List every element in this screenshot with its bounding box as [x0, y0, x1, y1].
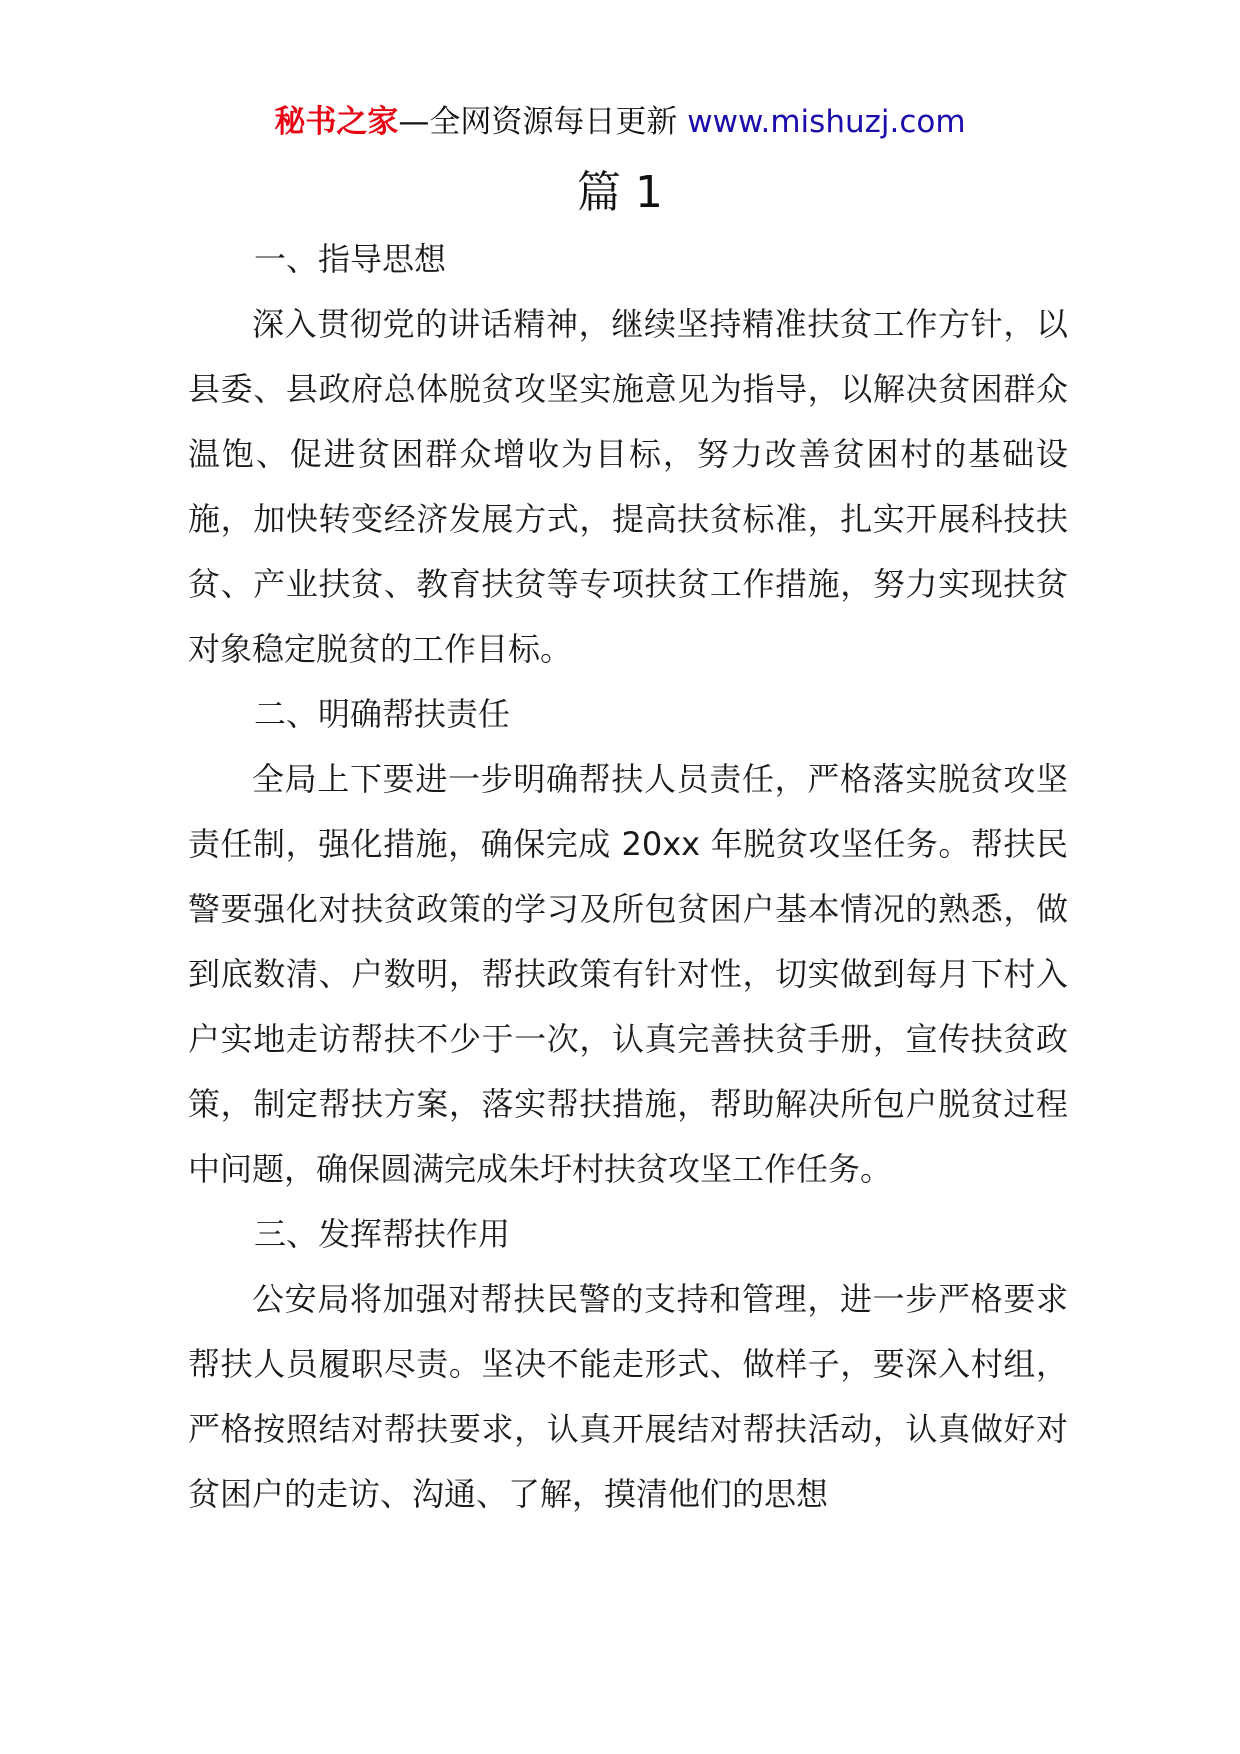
section-heading: 二、明确帮扶责任	[254, 695, 511, 733]
header-tagline: —全网资源每日更新	[398, 104, 678, 140]
brand-name: 秘书之家	[274, 104, 399, 140]
paragraph: 公安局将加强对帮扶民警的支持和管理，进一步严格要求帮扶人员履职尽责。坚决不能走形式、做样子，要深入村组，严格按照结对帮扶要求，认真开展结对帮扶活动，认真做好对贫困户的走访、沟通、了解，摸清他们的思想	[188, 1280, 1068, 1513]
paragraph: 深入贯彻党的讲话精神，继续坚持精准扶贫工作方针，以县委、县政府总体脱贫攻坚实施意见为指导，以解决贫困群众温饱、促进贫困群众增收为目标，努力改善贫困村的基础设施，加快转变经济发展方式，提高扶贫标准，扎实开展科技扶贫、产业扶贫、教育扶贫等专项扶贫工作措施，努力实现扶贫对象稳定脱贫的工作目标。	[188, 305, 1068, 668]
section-heading: 三、发挥帮扶作用	[254, 1215, 511, 1253]
document-title: 篇 1	[577, 167, 663, 218]
paragraph: 全局上下要进一步明确帮扶人员责任，严格落实脱贫攻坚责任制，强化措施，确保完成 20xx 年脱贫攻坚任务。帮扶民警要强化对扶贫政策的学习及所包贫困户基本情况的熟悉，做到底数清、户数明，帮扶政策有针对性，切实做到每月下村入户实地走访帮扶不少于一次，认真完善扶贫手册，宣传扶贫政策，制定帮扶方案，落实帮扶措施，帮助解决所包户脱贫过程中问题，确保圆满完成朱圩村扶贫攻坚工作任务。	[188, 760, 1068, 1188]
document-body	[188, 227, 1068, 1527]
section-heading: 一、指导思想	[254, 240, 447, 278]
site-header	[0, 100, 1240, 144]
site-url-link[interactable]: www.mishuzj.com	[687, 104, 966, 140]
